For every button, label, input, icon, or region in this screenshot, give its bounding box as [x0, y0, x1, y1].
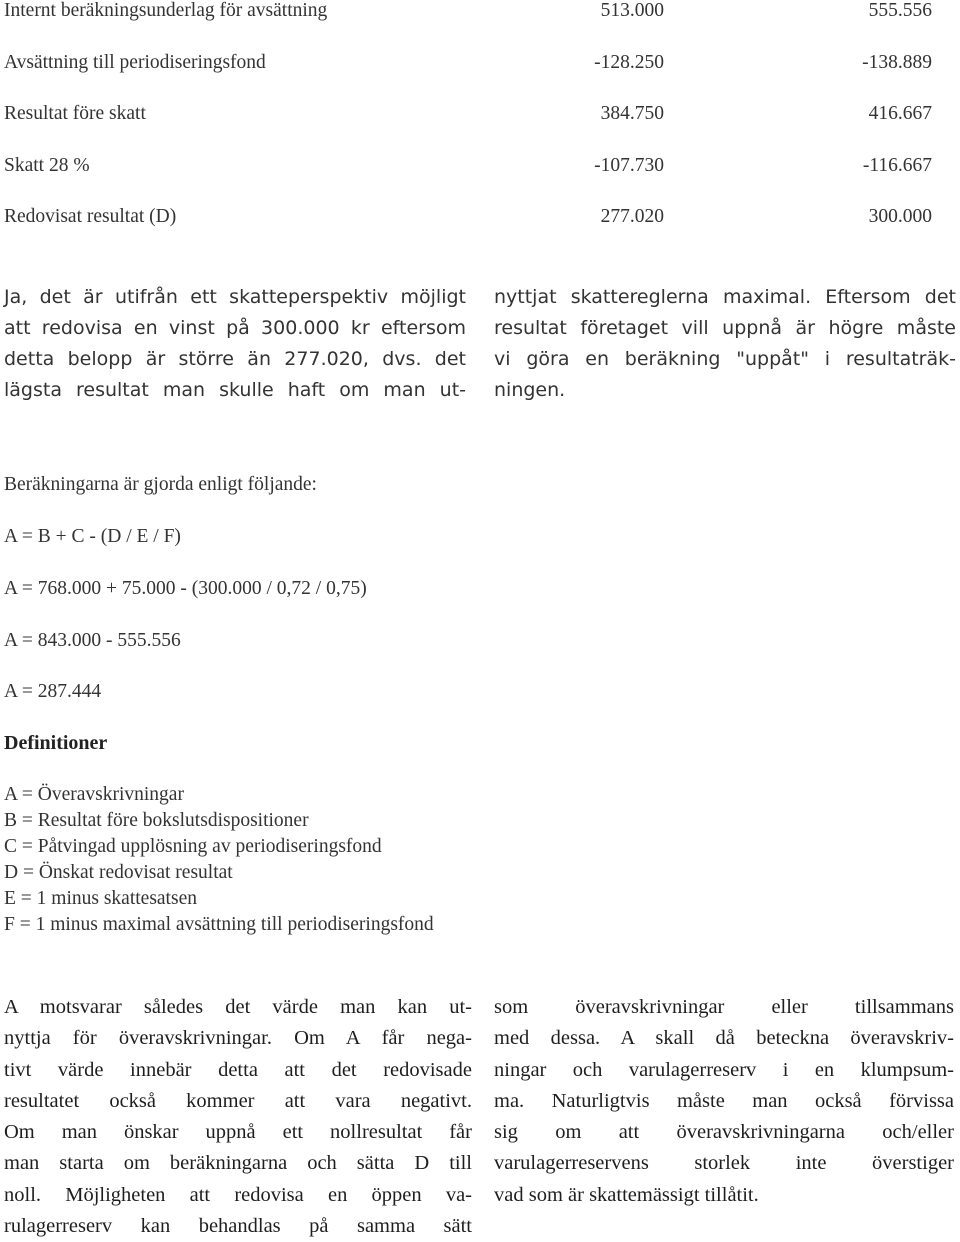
list-item: C = Påtvingad upplösning av periodiseringsfond: [4, 836, 382, 857]
row-label: Skatt 28 %: [4, 154, 90, 176]
definitions-heading: Definitioner: [4, 732, 108, 754]
text-line: Ja, det är utifrån ett skatteperspektiv möjligt: [4, 286, 466, 308]
row-label: Redovisat resultat (D): [4, 206, 177, 227]
table-row: [4, 52, 944, 104]
text-line: att redovisa en vinst på 300.000 kr eftersom: [4, 317, 466, 339]
row-value-2: 416.667: [868, 103, 932, 124]
text-line: med dessa. A skall då beteckna överavskriv-: [494, 1027, 954, 1050]
row-label: Internt beräkningsunderlag för avsättning: [4, 0, 328, 21]
table-row: [4, 155, 944, 207]
formula-line: A = 843.000 - 555.556: [4, 630, 181, 651]
formula-line: A = B + C - (D / E / F): [4, 526, 181, 547]
text-line: A motsvarar således det värde man kan ut-: [4, 996, 472, 1018]
text-line: detta belopp är större än 277.020, dvs. det: [4, 348, 466, 370]
text-line: vi göra en beräkning "uppåt" i resultaträk-: [494, 348, 956, 370]
formula-line: A = 768.000 + 75.000 - (300.000 / 0,72 / 0,75): [4, 578, 367, 599]
row-value-1: 277.020: [600, 206, 664, 227]
row-value-2: 300.000: [868, 206, 932, 227]
row-label: Resultat före skatt: [4, 103, 146, 124]
calculation-table: [4, 0, 944, 258]
table-row: [4, 103, 944, 155]
paragraph-2-right-column: [494, 992, 954, 1211]
row-value-1: 513.000: [600, 0, 664, 21]
text-line: ningar och varulagerreserv i en klumpsum-: [494, 1058, 954, 1081]
text-line: lägsta resultat man skulle haft om man ut-: [4, 379, 466, 401]
row-label: Avsättning till periodiseringsfond: [4, 51, 266, 73]
text-line: Om man önskar uppnå ett nollresultat får: [4, 1121, 472, 1144]
text-line: ningen.: [494, 379, 566, 401]
list-item: E = 1 minus skattesatsen: [4, 888, 197, 909]
paragraph-2-left-column: [4, 992, 472, 1242]
formula-line: A = 287.444: [4, 681, 102, 702]
text-line: ma. Naturligtvis måste man också förvissa: [494, 1089, 954, 1112]
text-line: resultatet också kommer att vara negativt.: [4, 1089, 472, 1112]
paragraph-1-left-column: [4, 282, 466, 406]
row-value-2: -138.889: [862, 51, 932, 73]
text-line: rulagerreserv kan behandlas på samma sätt: [4, 1215, 472, 1238]
row-value-2: 555.556: [868, 0, 932, 21]
table-row: [4, 0, 944, 52]
list-item: F = 1 minus maximal avsättning till periodiseringsfond: [4, 914, 434, 935]
list-item: A = Överavskrivningar: [4, 784, 184, 805]
text-line: nyttjat skattereglerna maximal. Eftersom det: [494, 286, 956, 308]
text-line: nyttja för överavskrivningar. Om A får nega-: [4, 1027, 472, 1050]
text-line: tivt värde innebär detta att det redovisade: [4, 1058, 472, 1081]
text-line: man starta om beräkningarna och sätta D till: [4, 1152, 472, 1175]
paragraph-1-right-column: [494, 282, 956, 406]
row-value-2: -116.667: [862, 154, 932, 176]
table-row: [4, 206, 944, 258]
text-line: vad som är skattemässigt tillåtit.: [494, 1183, 759, 1206]
row-value-1: 384.750: [600, 103, 664, 124]
text-line: resultat företaget vill uppnå är högre måste: [494, 317, 956, 339]
row-value-1: -128.250: [594, 51, 664, 73]
formula-intro: Beräkningarna är gjorda enligt följande:: [4, 474, 317, 495]
list-item: B = Resultat före bokslutsdispositioner: [4, 810, 309, 831]
definitions-list: [4, 782, 434, 938]
list-item: D = Önskat redovisat resultat: [4, 862, 233, 883]
text-line: varulagerreservens storlek inte överstiger: [494, 1152, 954, 1175]
text-line: noll. Möjligheten att redovisa en öppen va-: [4, 1183, 472, 1206]
text-line: som överavskrivningar eller tillsammans: [494, 996, 954, 1018]
text-line: sig om att överavskrivningarna och/eller: [494, 1121, 954, 1144]
row-value-1: -107.730: [594, 154, 664, 176]
